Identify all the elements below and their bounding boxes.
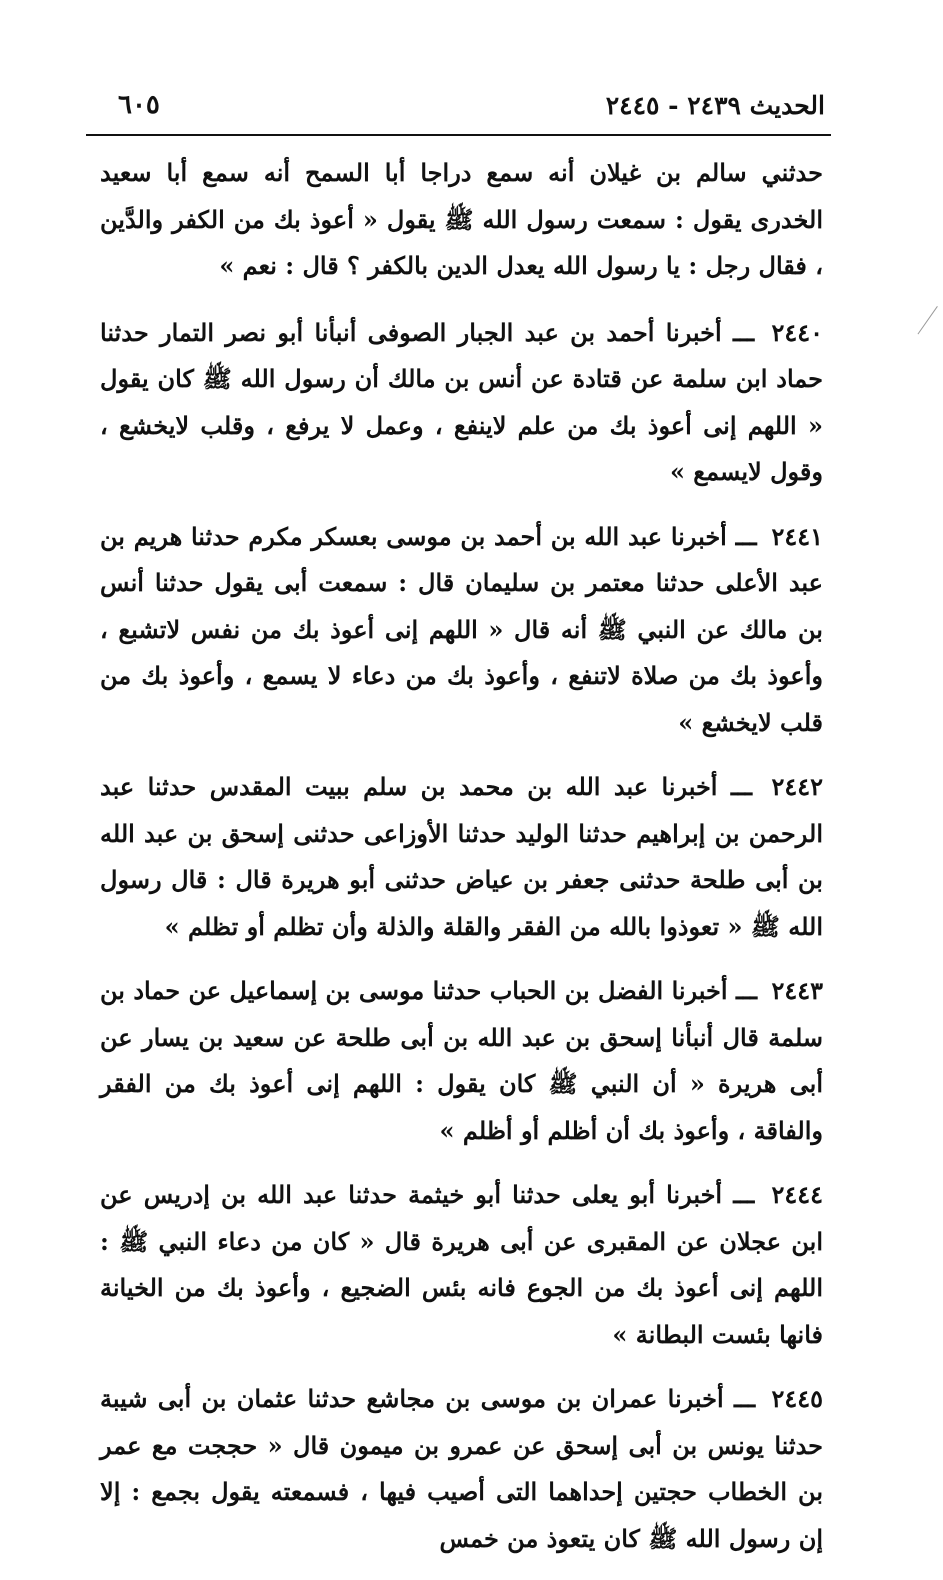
paragraph-text: أخبرنا أبو يعلى حدثنا أبو خيثمة حدثنا عبد الله بن إدريس عن ابن عجلان عن المقبرى عن أبى هريرة قال « كان من دعاء النبي ﷺ : اللهم إنى أعوذ بك من الجوع فانه بئس الضجيع ، وأعوذ بك من الخيانة فانها بئست البطانة » bbox=[100, 1180, 823, 1349]
hadith-number: ٢٤٤٤ bbox=[771, 1180, 824, 1209]
hadith-separator: ـــ bbox=[733, 1180, 755, 1209]
hadith-text-body bbox=[100, 150, 823, 1580]
header-title: الحديث ٢٤٣٩ - ٢٤٤٥ bbox=[605, 90, 825, 120]
hadith-number: ٢٤٤٥ bbox=[771, 1384, 824, 1413]
hadith-paragraph-continued bbox=[100, 150, 823, 290]
hadith-paragraph bbox=[100, 1376, 823, 1562]
paragraph-text: أخبرنا عمران بن موسى بن مجاشع حدثنا عثمان بن أبى شيبة حدثنا يونس بن أبى إسحق عن عمرو بن ميمون قال « حججت مع عمر بن الخطاب حجتين إحداهما التى أصيب فيها ، فسمعته يقول بجمع : إلا إن رسول الله ﷺ كان يتعوذ من خمس bbox=[100, 1384, 824, 1553]
hadith-number: ٢٤٤٠ bbox=[771, 317, 823, 347]
hadith-paragraph bbox=[100, 968, 823, 1154]
paragraph-text: أخبرنا أحمد بن عبد الجبار الصوفى أنبأنا أبو نصر التمار حدثنا حماد ابن سلمة عن قتادة عن أنس بن مالك أن رسول الله ﷺ كان يقول « اللهم إنى أعوذ بك من علم لاينفع ، وعمل لا يرفع ، وقلب لايخشع ، وقول لايسمع » bbox=[100, 317, 823, 486]
hadith-paragraph bbox=[100, 514, 823, 747]
page-number: ٦٠٥ bbox=[118, 90, 160, 120]
hadith-number: ٢٤٤١ bbox=[771, 521, 824, 551]
hadith-separator: ـــ bbox=[734, 1384, 756, 1413]
paragraph-text: حدثني سالم بن غيلان أنه سمع دراجا أبا السمح أنه سمع أبا سعيد الخدرى يقول : سمعت رسول الله ﷺ يقول « أعوذ بك من الكفر والدَّين ، فقال رجل : يا رسول الله يعدل الدين بالكفر ؟ قال : نعم » bbox=[100, 158, 823, 280]
hadith-paragraph bbox=[100, 1172, 823, 1358]
header-rule bbox=[86, 134, 831, 136]
paragraph-text: أخبرنا عبد الله بن أحمد بن موسى بعسكر مكرم حدثنا هريم بن عبد الأعلى حدثنا معتمر بن سليمان قال : سمعت أبى يقول حدثنا أنس بن مالك عن النبي ﷺ أنه قال « اللهم إنى أعوذ بك من نفس لاتشبع ، وأعوذ بك من صلاة لاتنفع ، وأعوذ بك من دعاء لا يسمع ، وأعوذ بك من قلب لايخشع » bbox=[100, 521, 823, 737]
hadith-number: ٢٤٤٣ bbox=[771, 976, 824, 1005]
hadith-separator: ـــ bbox=[735, 521, 757, 551]
hadith-separator: ـــ bbox=[735, 976, 758, 1005]
hadith-separator: ـــ bbox=[730, 772, 752, 801]
hadith-paragraph bbox=[100, 764, 823, 950]
paragraph-text: أخبرنا عبد الله بن محمد بن سلم ببيت المقدس حدثنا عبد الرحمن بن إبراهيم حدثنا الوليد حدثنا الأوزاعى حدثنى إسحق بن عبد الله بن أبى طلحة حدثنى جعفر بن عياض حدثنى أبو هريرة قال : قال رسول الله ﷺ « تعوذوا بالله من الفقر والقلة والذلة وأن تظلم أو تظلم » bbox=[100, 772, 823, 941]
hadith-separator: ـــ bbox=[733, 317, 755, 347]
margin-pencil-mark bbox=[917, 306, 943, 369]
hadith-paragraph bbox=[100, 310, 823, 496]
paragraph-text: أخبرنا الفضل بن الحباب حدثنا موسى بن إسماعيل عن حماد بن سلمة قال أنبأنا إسحق بن عبد الله بن أبى طلحة عن سعيد بن يسار عن أبى هريرة « أن النبي ﷺ كان يقول : اللهم إنى أعوذ بك من الفقر والفاقة ، وأعوذ بك أن أظلم أو أظلم » bbox=[100, 976, 823, 1145]
hadith-number: ٢٤٤٢ bbox=[771, 772, 823, 801]
running-header bbox=[118, 82, 825, 128]
